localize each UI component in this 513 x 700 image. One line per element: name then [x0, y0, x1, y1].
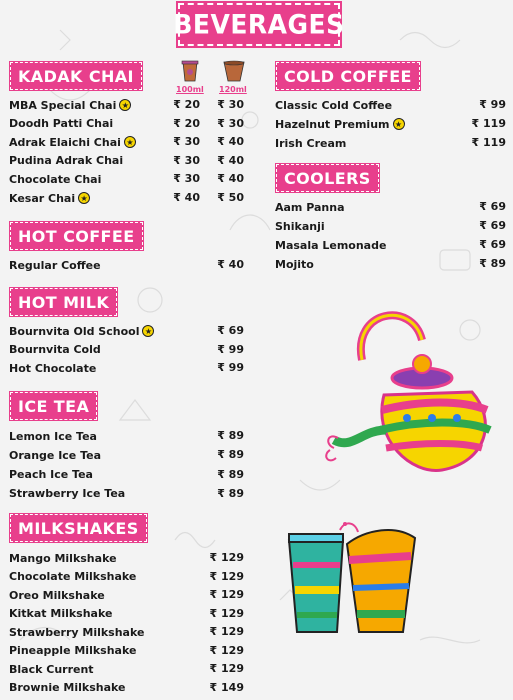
menu-item: [275, 198, 345, 216]
menu-item-name: Oreo Milkshake: [9, 588, 105, 602]
menu-item-name: Strawberry Milkshake: [9, 625, 145, 639]
menu-item: [275, 96, 392, 114]
menu-item-name: Mango Milkshake: [9, 551, 117, 565]
menu-item: [9, 133, 136, 151]
menu-item: [9, 568, 136, 586]
menu-item-name: Kesar Chai: [9, 191, 76, 205]
menu-item-price: ₹ 129: [209, 606, 244, 620]
menu-item: [9, 485, 125, 503]
menu-item-price: ₹ 89: [217, 467, 244, 481]
menu-item-price: ₹ 89: [217, 448, 244, 462]
menu-item: [9, 152, 123, 170]
menu-item-name: Masala Lemonade: [275, 238, 387, 252]
menu-item-price: ₹ 89: [479, 257, 506, 270]
menu-item-price-large: ₹ 40: [217, 135, 244, 149]
menu-item-price-small: ₹ 20: [173, 98, 200, 111]
menu-item-price: ₹ 69: [479, 200, 506, 213]
menu-item-price-small: ₹ 30: [173, 153, 200, 167]
menu-item-name: Black Current: [9, 662, 94, 676]
menu-item-price-small: ₹ 40: [173, 191, 200, 204]
menu-item-name: Shikanji: [275, 219, 325, 233]
star-badge-icon: ★: [119, 99, 131, 111]
menu-item-name: Doodh Patti Chai: [9, 117, 114, 131]
menu-item-name: Orange Ice Tea: [9, 448, 102, 462]
menu-item: [275, 115, 405, 133]
menu-item-name: Pineapple Milkshake: [9, 644, 137, 657]
menu-item-name: Peach Ice Tea: [9, 468, 93, 482]
menu-item-name: Mojito: [275, 257, 314, 271]
menu-item-name: Brownie Milkshake: [9, 681, 126, 694]
star-badge-icon: ★: [142, 325, 154, 337]
section-heading-milkshakes: [10, 514, 147, 542]
section-heading-hot-coffee: [10, 222, 143, 250]
menu-item-name: Bournvita Old School: [9, 324, 140, 338]
menu-item-price: ₹ 129: [209, 569, 244, 583]
menu-item: [275, 255, 314, 273]
decorative-kettle-illustration: [322, 300, 502, 485]
menu-item-name: Bournvita Cold: [9, 343, 101, 357]
menu-item: [275, 134, 346, 152]
menu-item-price: ₹ 119: [471, 117, 506, 130]
menu-item: [9, 586, 105, 604]
menu-item: [9, 466, 93, 484]
section-heading-label: KADAK CHAI: [18, 66, 134, 86]
menu-item-price: ₹ 69: [479, 219, 506, 232]
menu-item-price-small: ₹ 30: [173, 135, 200, 149]
menu-item-name: Strawberry Ice Tea: [9, 487, 126, 501]
menu-item: [9, 549, 117, 567]
section-heading-kadak-chai: [10, 62, 142, 90]
page-title: BEVERAGES: [173, 9, 345, 40]
section-heading-label: HOT MILK: [18, 292, 110, 312]
menu-item-price: ₹ 129: [209, 588, 244, 601]
menu-item: [9, 256, 101, 274]
menu-item-name: Regular Coffee: [9, 258, 101, 272]
section-heading-label: ICE TEA: [18, 396, 90, 416]
section-heading-label: MILKSHAKES: [18, 518, 139, 538]
menu-item: [9, 170, 101, 188]
star-badge-icon: ★: [124, 136, 136, 148]
menu-item: [275, 236, 386, 254]
menu-item-name: Pudina Adrak Chai: [9, 154, 124, 168]
menu-item-price: ₹ 129: [209, 551, 244, 564]
menu-item-price: ₹ 89: [217, 486, 244, 500]
page-title-banner: [173, 3, 345, 46]
menu-item: [9, 660, 94, 678]
section-heading-label: COOLERS: [284, 168, 371, 188]
menu-item-name: Hot Chocolate: [9, 361, 97, 375]
menu-item-price: ₹ 129: [209, 625, 244, 638]
menu-item: [9, 623, 144, 641]
menu-item-name: Chocolate Milkshake: [9, 570, 137, 583]
menu-item-price: ₹ 119: [471, 136, 506, 149]
menu-item: [9, 427, 97, 445]
menu-item-price: ₹ 129: [209, 643, 244, 657]
menu-item-price-large: ₹ 30: [217, 116, 244, 130]
menu-item-price: ₹ 99: [217, 342, 244, 356]
menu-item-price: ₹ 89: [217, 429, 244, 442]
star-badge-icon: ★: [393, 118, 405, 130]
paper-cup-icon: [181, 60, 199, 82]
size-label-large: 120ml: [219, 85, 247, 94]
menu-item-price: ₹ 69: [217, 324, 244, 337]
menu-item: [275, 217, 325, 235]
menu-item: [9, 359, 96, 377]
section-heading-label: HOT COFFEE: [18, 226, 135, 246]
menu-item-price-large: ₹ 30: [217, 98, 244, 111]
menu-item: [9, 189, 90, 207]
menu-item-name: MBA Special Chai: [9, 98, 117, 112]
menu-item: [9, 96, 131, 114]
section-heading-hot-milk: [10, 288, 117, 316]
menu-item-name: Kitkat Milkshake: [9, 607, 113, 620]
kulhad-cup-icon: [222, 60, 246, 82]
menu-item: [9, 115, 113, 133]
menu-item: [9, 605, 112, 623]
size-label-small: 100ml: [176, 85, 204, 94]
menu-item-name: Adrak Elaichi Chai: [9, 135, 121, 149]
menu-item-price: ₹ 99: [217, 361, 244, 375]
menu-item-price: ₹ 129: [209, 662, 244, 675]
menu-item-name: Classic Cold Coffee: [275, 98, 393, 112]
section-heading-label: COLD COFFEE: [284, 66, 412, 86]
menu-item: [9, 446, 101, 464]
menu-item-name: Hazelnut Premium: [275, 117, 390, 131]
menu-item: [9, 679, 126, 697]
menu-item: [9, 341, 101, 359]
menu-item-price-large: ₹ 40: [217, 153, 244, 167]
menu-item-name: Lemon Ice Tea: [9, 429, 97, 443]
section-heading-coolers: [276, 164, 379, 192]
menu-item-name: Irish Cream: [275, 136, 347, 150]
menu-item-price-small: ₹ 30: [173, 172, 200, 186]
menu-item: [9, 642, 136, 660]
section-heading-cold-coffee: [276, 62, 420, 90]
menu-item-price-large: ₹ 50: [217, 191, 244, 204]
menu-item-price: ₹ 69: [479, 238, 506, 251]
menu-item-price-small: ₹ 20: [173, 116, 200, 130]
menu-item-price-large: ₹ 40: [217, 172, 244, 186]
section-heading-ice-tea: [10, 392, 97, 420]
menu-item: [9, 322, 154, 340]
menu-item-name: Aam Panna: [275, 200, 345, 214]
star-badge-icon: ★: [78, 192, 90, 204]
menu-item-price: ₹ 40: [217, 258, 244, 271]
menu-item-name: Chocolate Chai: [9, 172, 102, 186]
menu-item-price: ₹ 99: [479, 98, 506, 111]
decorative-glasses-illustration: [285, 520, 445, 640]
menu-item-price: ₹ 149: [209, 680, 244, 694]
